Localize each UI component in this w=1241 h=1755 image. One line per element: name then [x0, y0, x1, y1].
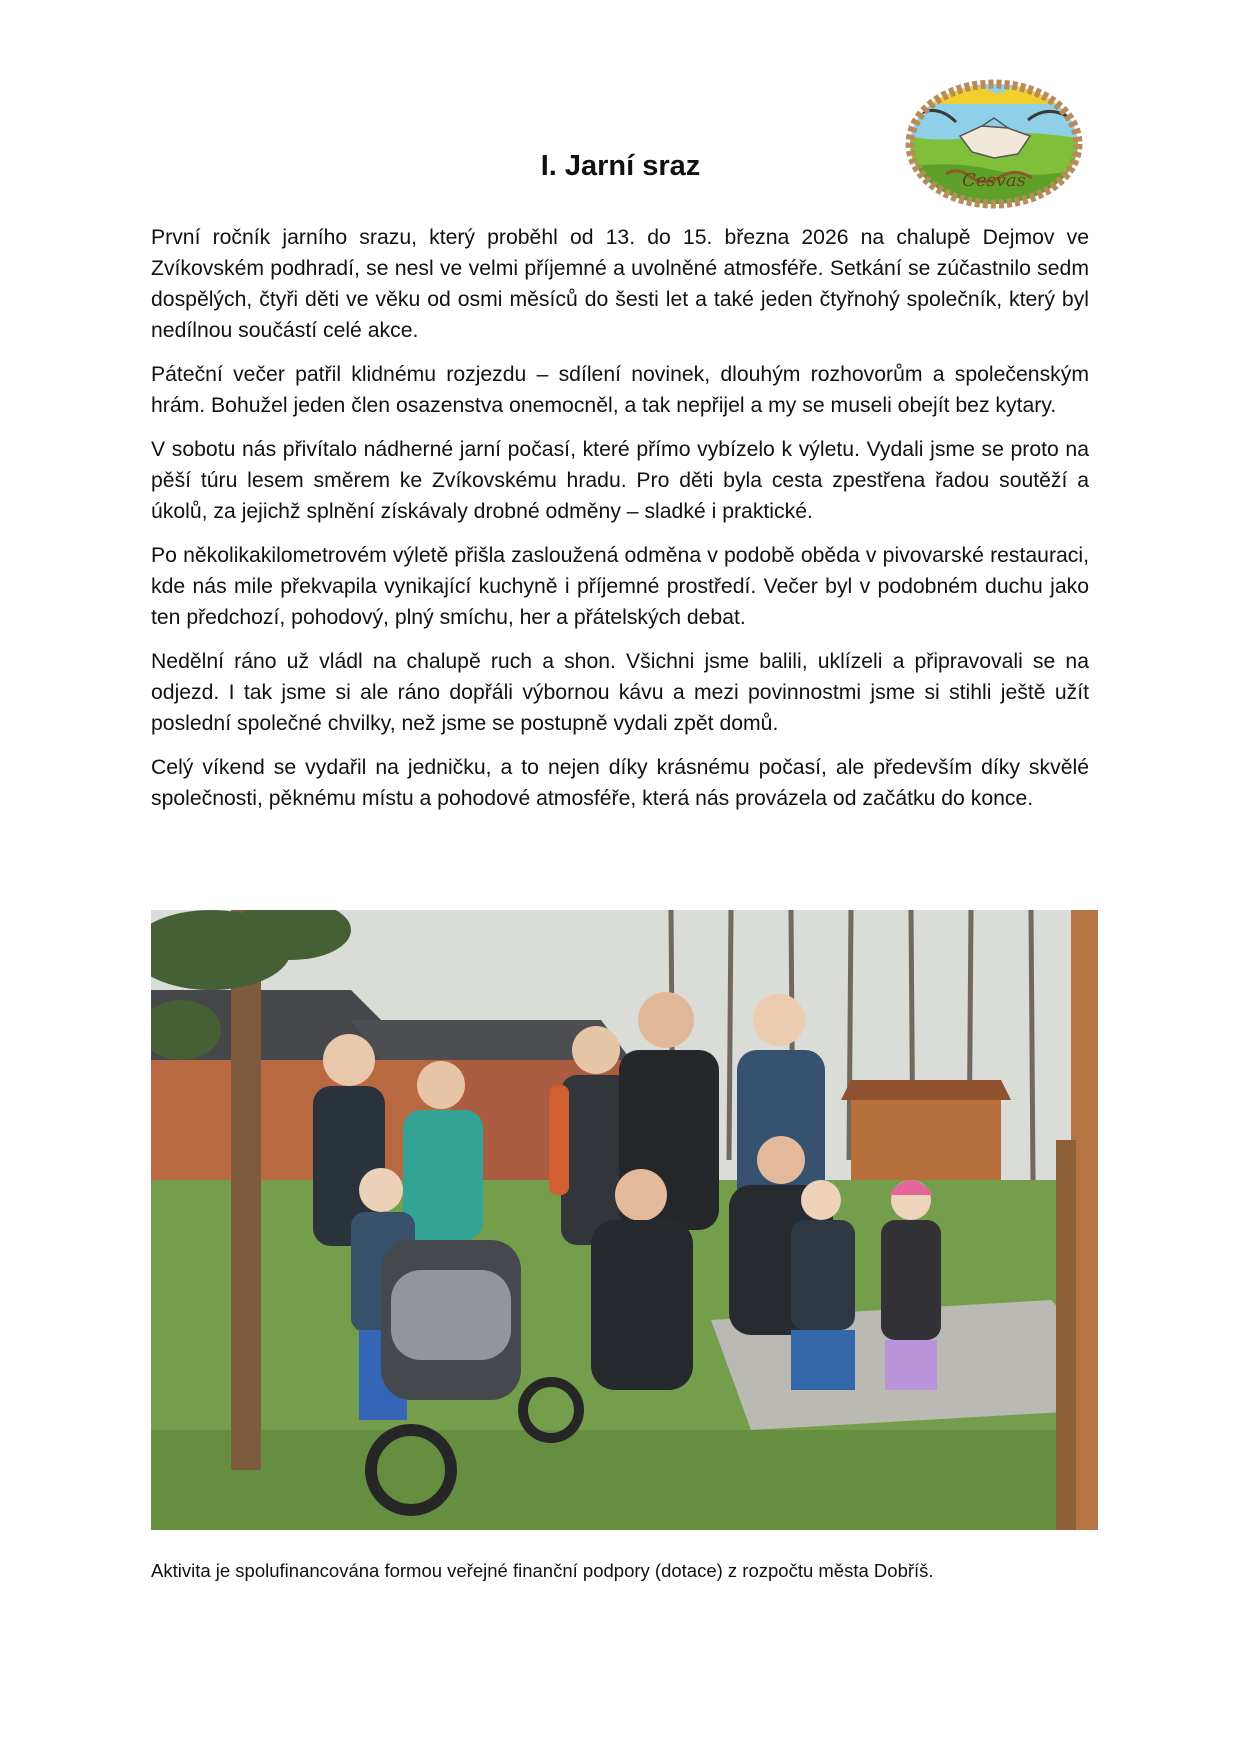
paragraph: Po několikakilometrovém výletě přišla zasloužená odměna v podobě oběda v pivovarské restauraci, kde nás mile překvapila vynikající kuchyně i příjemné prostředí. Večer byl v podobném duchu jako ten předchozí, pohodový, plný smíchu, her a přátelských debat. — [151, 544, 1089, 629]
page-title: I. Jarní sraz — [540, 150, 701, 182]
paragraph: Celý víkend se vydařil na jedničku, a to nejen díky krásnému počasí, ale především díky skvělé společnosti, pěknému místu a pohodové atmosféře, která nás provázela od začátku do konce. — [151, 756, 1089, 810]
club-logo — [898, 74, 1090, 214]
group-photo — [151, 910, 1098, 1530]
paragraph: V sobotu nás přivítalo nádherné jarní počasí, které přímo vybízelo k výletu. Vydali jsme se proto na pěší túru lesem směrem ke Zvíkovskému hradu. Pro děti byla cesta zpestřena řadou soutěží a úkolů, za jejichž splnění získávaly drobné odměny – sladké i praktické. — [151, 438, 1089, 523]
paragraph: První ročník jarního srazu, který proběhl od 13. do 15. března 2026 na chalupě Dejmov ve Zvíkovském podhradí, se nesl ve velmi příjemné a uvolněné atmosféře. Setkání se zúčastnilo sedm dospělých, čtyři děti ve věku od osmi měsíců do šesti let a také jeden čtyřnohý společník, který byl nedílnou součástí celé akce. — [151, 226, 1089, 342]
paragraph: Nedělní ráno už vládl na chalupě ruch a shon. Všichni jsme balili, uklízeli a připravovali se na odjezd. I tak jsme si ale ráno dopřáli výbornou kávu a mezi povinnostmi jsme si stihli ještě užít poslední společné chvilky, než jsme se postupně vydali zpět domů. — [151, 650, 1089, 735]
funding-caption: Aktivita je spolufinancována formou veřejné finanční podpory (dotace) z rozpočtu města Dobříš. — [151, 1560, 934, 1581]
article-body — [151, 222, 1089, 827]
logo-wordmark: Cesvas — [962, 170, 1026, 191]
paragraph: Páteční večer patřil klidnému rozjezdu – sdílení novinek, dlouhým rozhovorům a společenským hrám. Bohužel jeden člen osazenstva onemocněl, a tak nepřijel a my se museli obejít bez kytary. — [151, 363, 1089, 417]
